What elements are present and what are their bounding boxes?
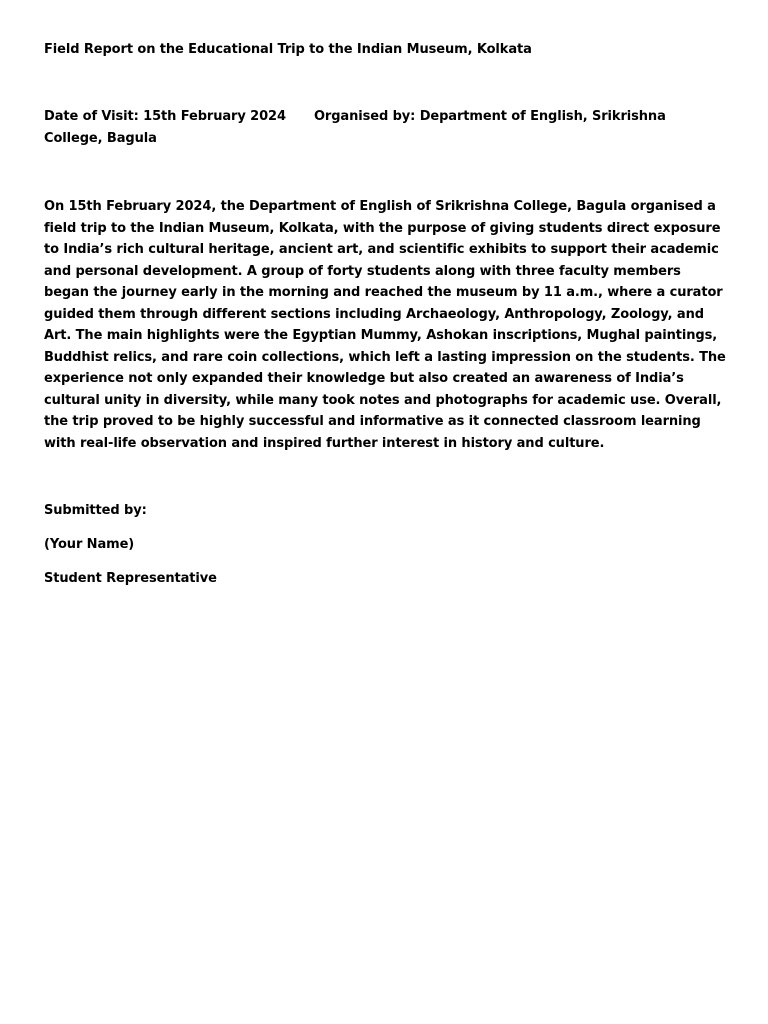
signature-block <box>44 500 726 590</box>
report-page <box>44 40 726 602</box>
report-body: On 15th February 2024, the Department of English of Srikrishna College, Bagula organised a field trip to the Indian Museum, Kolkata, with the purpose of giving students direct exposure to India’s rich cultural heritage, ancient art, and scientific exhibits to support their academic and personal development. A group of forty students along with three faculty members began the journey early in the morning and reached the museum by 11 a.m., where a curator guided them through different sections including Archaeology, Anthropology, Zoology, and Art. The main highlights were the Egyptian Mummy, Ashokan inscriptions, Mughal paintings, Buddhist relics, and rare coin collections, which left a lasting impression on the students. The experience not only expanded their knowledge but also created an awareness of India’s cultural unity in diversity, while many took notes and photographs for academic use. Overall, the trip proved to be highly successful and informative as it connected classroom learning with real-life observation and inspired further interest in history and culture. <box>44 199 726 451</box>
submitter-role: Student Representative <box>44 571 217 586</box>
date-of-visit: Date of Visit: 15th February 2024 <box>44 109 286 124</box>
organised-by: Organised by: Department of English, Srikrishna College, Bagula <box>44 109 666 146</box>
submitted-by-label: Submitted by: <box>44 503 147 518</box>
submitter-name: (Your Name) <box>44 537 135 552</box>
report-title: Field Report on the Educational Trip to the Indian Museum, Kolkata <box>44 42 532 57</box>
report-meta <box>44 106 726 150</box>
